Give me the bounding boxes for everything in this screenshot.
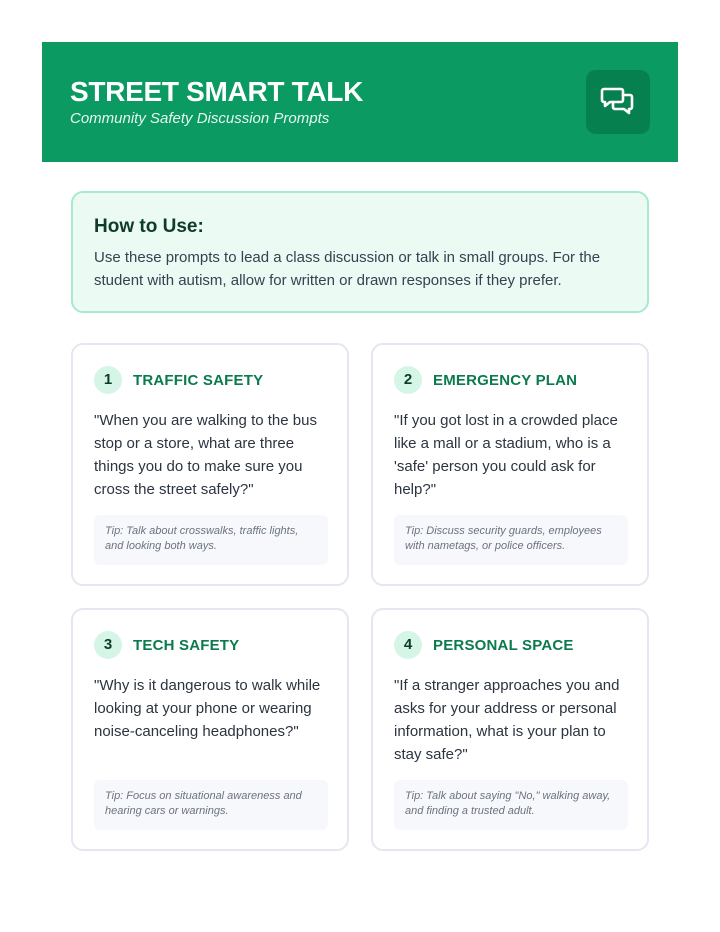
- card-question: "If you got lost in a crowded place like a mall or a stadium, who is a 'safe' person you could ask for help?": [394, 412, 618, 498]
- card-number-badge: 4: [394, 631, 422, 659]
- chat-bubbles-icon: [586, 70, 650, 134]
- card-tip: Tip: Talk about crosswalks, traffic lights, and looking both ways.: [94, 515, 328, 565]
- prompt-card-personal-space: [371, 608, 649, 851]
- prompt-card-traffic-safety: [71, 343, 349, 586]
- how-to-use-text: Use these prompts to lead a class discussion or talk in small groups. For the student with autism, allow for written or drawn responses if they prefer.: [94, 249, 601, 289]
- card-title: TECH SAFETY: [133, 637, 240, 654]
- prompt-card-emergency-plan: [371, 343, 649, 586]
- prompt-card-tech-safety: [71, 608, 349, 851]
- how-to-use-box: [71, 191, 649, 313]
- page-title: STREET SMART TALK: [70, 76, 364, 107]
- card-tip: Tip: Focus on situational awareness and hearing cars or warnings.: [94, 780, 328, 830]
- page-subtitle: Community Safety Discussion Prompts: [70, 110, 330, 127]
- card-number-badge: 1: [94, 366, 122, 394]
- card-tip: Tip: Discuss security guards, employees with nametags, or police officers.: [394, 515, 628, 565]
- header-banner: [42, 42, 678, 162]
- how-to-use-title: How to Use:: [94, 216, 204, 237]
- card-title: PERSONAL SPACE: [433, 637, 574, 654]
- card-question: "Why is it dangerous to walk while looking at your phone or wearing noise-canceling headphones?": [94, 677, 321, 740]
- card-number-badge: 3: [94, 631, 122, 659]
- card-title: EMERGENCY PLAN: [433, 372, 578, 389]
- card-tip: Tip: Talk about saying "No," walking away, and finding a trusted adult.: [394, 780, 628, 830]
- card-number-badge: 2: [394, 366, 422, 394]
- card-title: TRAFFIC SAFETY: [133, 372, 264, 389]
- card-question: "When you are walking to the bus stop or a store, what are three things you do to make sure you cross the street safely?": [94, 412, 317, 498]
- card-question: "If a stranger approaches you and asks for your address or personal information, what is your plan to stay safe?": [394, 677, 620, 763]
